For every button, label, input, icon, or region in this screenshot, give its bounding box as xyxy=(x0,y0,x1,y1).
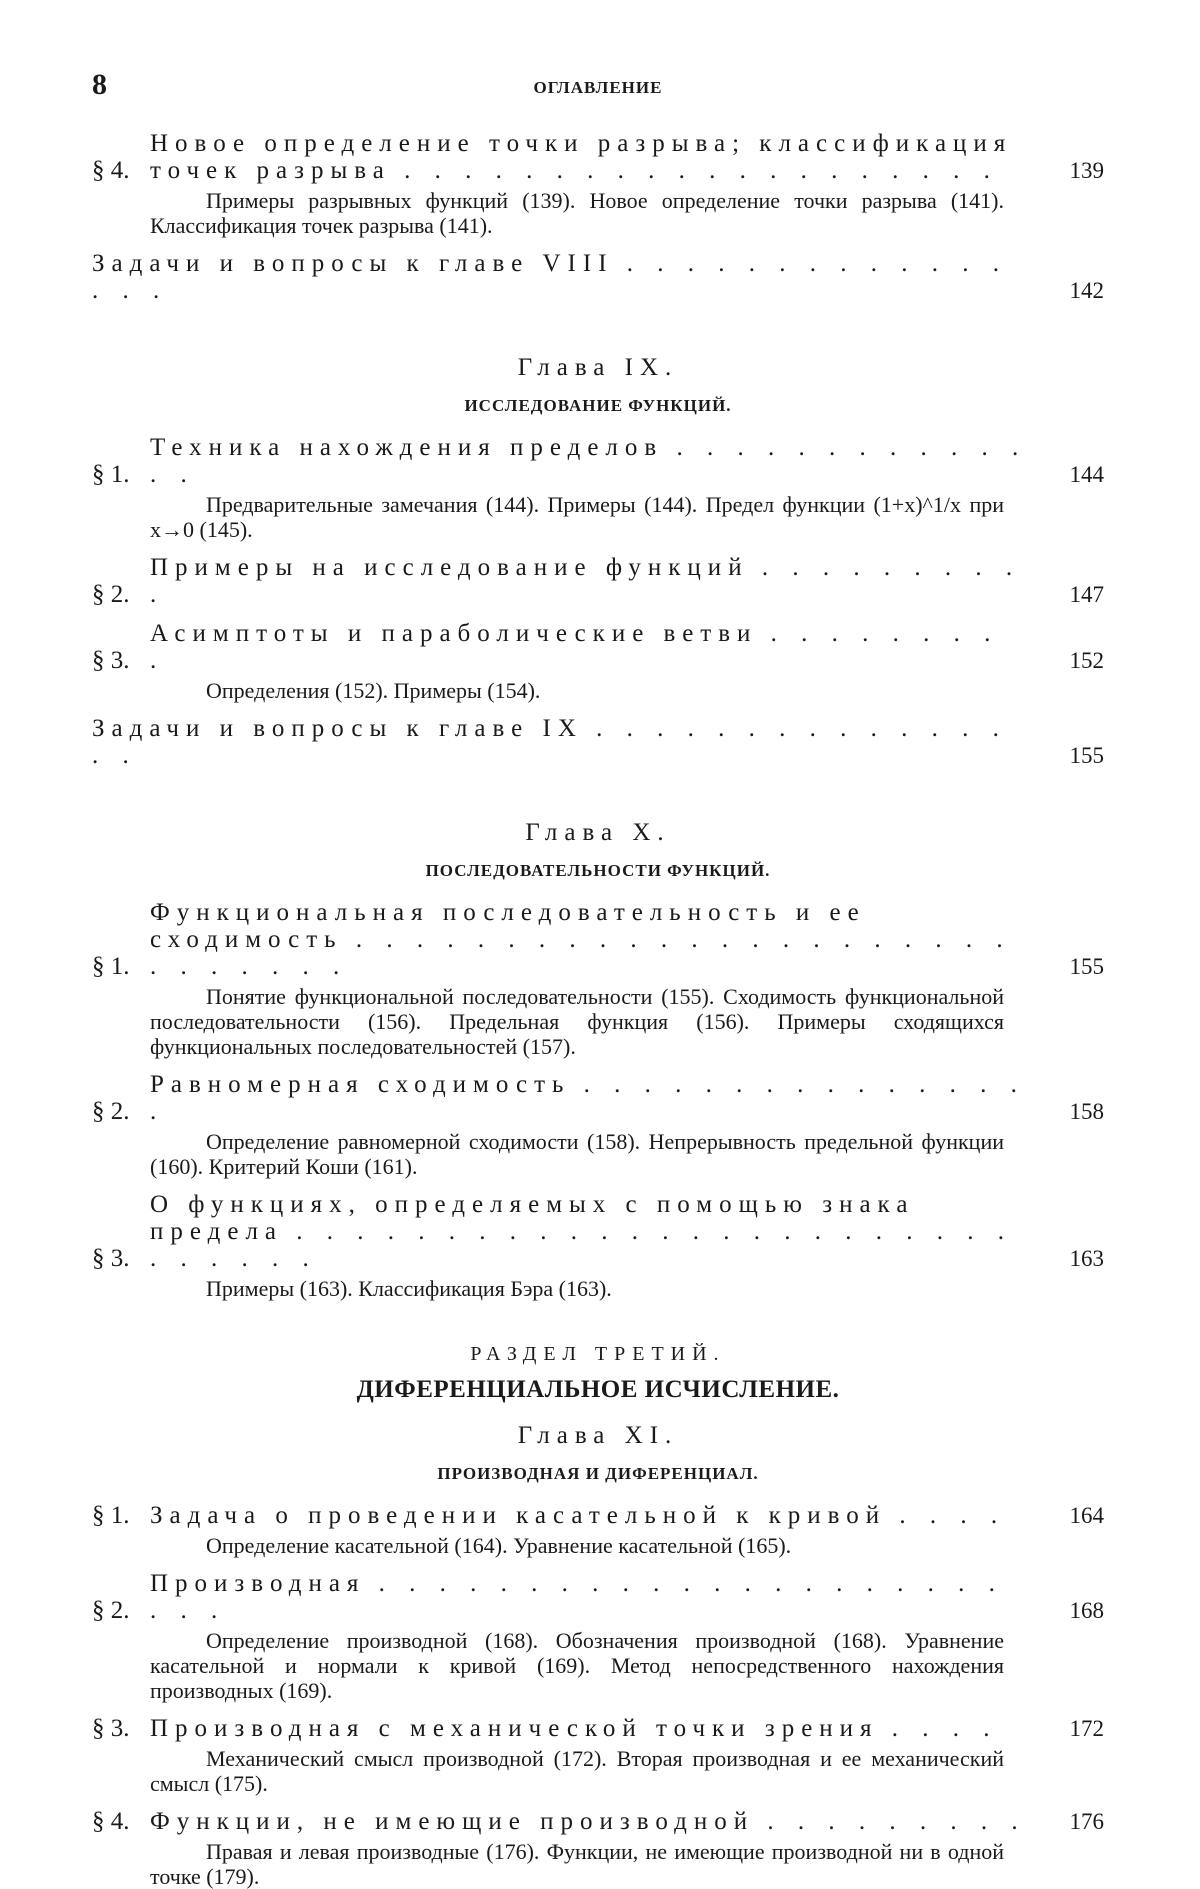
toc-entry-row[interactable] xyxy=(92,1808,1104,1835)
section-number: § 4. xyxy=(92,157,130,184)
section-title: Функции, не имеющие производной . . . . . . . . . xyxy=(150,1808,1027,1835)
section-description: Понятие функциональной последовательности (155). Сходимость функциональной последовательности (156). Предельная функция (156). Примеры сходящихся функциональных последовательностей (157). xyxy=(150,984,1004,1059)
page-ref: 142 xyxy=(1069,278,1104,303)
leader-dots: . . . . . . . . . . xyxy=(150,554,1022,608)
table-of-contents xyxy=(92,130,1104,1889)
toc-entry-row[interactable] xyxy=(92,1715,1104,1742)
toc-entry-row[interactable] xyxy=(92,899,1104,980)
section-description: Примеры (163). Классификация Бэра (163). xyxy=(206,1276,612,1301)
toc-entry-row[interactable] xyxy=(92,554,1104,608)
leader-dots: . . . . . . . . . . . . . . . . . . . . . . . . . . . . . xyxy=(150,926,1012,980)
chapter-title: Глава X. xyxy=(525,819,671,846)
page-ref: 164 xyxy=(1069,1503,1104,1528)
section-description: Определение равномерной сходимости (158). Непрерывность предельной функции (160). Критерий Коши (161). xyxy=(150,1129,1004,1179)
page-ref: 147 xyxy=(1069,582,1104,607)
section-description: Примеры разрывных функций (139). Новое определение точки разрыва (141). Классификация точек разрыва (141). xyxy=(150,188,1004,238)
toc-entry-row[interactable] xyxy=(92,620,1104,674)
page-ref: 144 xyxy=(1069,462,1104,487)
section-number: § 2. xyxy=(92,1098,130,1125)
section-description: Правая и левая производные (176). Функции, не имеющие производной ни в одной точке (179). xyxy=(150,1839,1004,1889)
section-number: § 2. xyxy=(92,1597,130,1624)
page-ref: 139 xyxy=(1069,158,1104,183)
section-title: Асимптоты и параболические ветви . . . . . . . . . xyxy=(150,620,1000,674)
page-ref: 163 xyxy=(1069,1246,1104,1271)
running-head xyxy=(92,68,1104,104)
part-title: ДИФЕРЕНЦИАЛЬНОЕ ИСЧИСЛЕНИЕ. xyxy=(356,1376,840,1403)
header-title: ОГЛАВЛЕНИЕ xyxy=(533,78,663,97)
section-number: § 2. xyxy=(92,581,130,608)
page-ref: 158 xyxy=(1069,1099,1104,1124)
toc-entry-row[interactable] xyxy=(92,1502,1104,1529)
toc-entry xyxy=(92,1502,1104,1558)
toc-entry xyxy=(92,1715,1104,1796)
section-title: О функциях, определяемых с помощью знака предела . . . . . . . . . . . . . . . . . . . . . . . . . . . . . . xyxy=(150,1191,1014,1272)
section-number: § 1. xyxy=(92,953,130,980)
toc-entry xyxy=(92,899,1104,1059)
section-description: Определения (152). Примеры (154). xyxy=(206,678,541,703)
leader-dots: . . . . . . . . . . . . . . . . . . . . . . . . . . . . . . xyxy=(150,1218,1014,1272)
toc-entry-row[interactable] xyxy=(92,250,1104,304)
section-title: Производная . . . . . . . . . . . . . . . . . . . . . . . . xyxy=(150,1570,1004,1624)
toc-entry-row[interactable] xyxy=(92,1071,1104,1125)
toc-entry xyxy=(92,554,1104,608)
toc-entry xyxy=(92,1570,1104,1703)
toc-entry xyxy=(92,1191,1104,1301)
chapter-title: Глава XI. xyxy=(517,1422,679,1449)
page-number: 8 xyxy=(92,68,107,101)
section-description: Предварительные замечания (144). Примеры (144). Предел функции (1+x)^1/x при x→0 (145). xyxy=(150,492,1004,542)
toc-entry xyxy=(92,715,1104,769)
page-ref: 176 xyxy=(1069,1809,1104,1834)
chapter-subtitle: ПОСЛЕДОВАТЕЛЬНОСТИ ФУНКЦИЙ. xyxy=(425,861,771,880)
toc-entry xyxy=(92,250,1104,304)
leader-dots: . . . . . . . . . . . . . . . . xyxy=(150,1071,1026,1125)
toc-entry xyxy=(92,434,1104,542)
part-label: РАЗДЕЛ ТРЕТИЙ. xyxy=(470,1343,726,1365)
toc-entry-row[interactable] xyxy=(92,715,1104,769)
section-description: Определение производной (168). Обозначения производной (168). Уравнение касательной и нормали к кривой (169). Метод непосредственного нахождения производных (169). xyxy=(150,1628,1004,1703)
part-heading xyxy=(92,1343,1104,1404)
section-title: Производная с механической точки зрения . . . . xyxy=(150,1715,999,1742)
section-number: § 3. xyxy=(92,1715,130,1742)
toc-entry xyxy=(92,1071,1104,1179)
toc-entry-row[interactable] xyxy=(92,1570,1104,1624)
toc-entry xyxy=(92,130,1104,238)
section-title: Задачи и вопросы к главе VIII . . . . . . . . . . . . . . . . xyxy=(92,250,1009,304)
chapter-subtitle: ИССЛЕДОВАНИЕ ФУНКЦИЙ. xyxy=(464,396,732,415)
toc-entry-row[interactable] xyxy=(92,130,1104,184)
chapter-title: Глава IX. xyxy=(517,354,679,381)
leader-dots: . . . . . . . . . . . . . . . . . . . . . . . . xyxy=(150,1570,1004,1624)
section-number: § 3. xyxy=(92,1245,130,1272)
leader-dots: . . . . . . . . . . . . . . . . xyxy=(92,250,1009,304)
page-ref: 155 xyxy=(1069,954,1104,979)
section-title: Техника нахождения пределов . . . . . . . . . . . . . . xyxy=(150,434,1028,488)
leader-dots: . . . . xyxy=(899,1502,1007,1529)
section-title: Задача о проведении касательной к кривой . . . . xyxy=(150,1502,1007,1529)
page-ref: 155 xyxy=(1069,743,1104,768)
toc-entry xyxy=(92,620,1104,703)
page-ref: 168 xyxy=(1069,1598,1104,1623)
section-title: Новое определение точки разрыва; классификация точек разрыва . . . . . . . . . . . . . . . . . . . . xyxy=(150,130,1013,184)
toc-entry-row[interactable] xyxy=(92,434,1104,488)
leader-dots: . . . . . . . . . . . . . . . . xyxy=(92,715,1008,769)
leader-dots: . . . . . . . . . xyxy=(150,620,1000,674)
section-description: Механический смысл производной (172). Вторая производная и ее механический смысл (175). xyxy=(150,1746,1004,1796)
leader-dots: . . . . xyxy=(891,1715,999,1742)
section-number: § 4. xyxy=(92,1808,130,1835)
leader-dots: . . . . . . . . . xyxy=(767,1808,1027,1835)
section-description: Определение касательной (164). Уравнение касательной (165). xyxy=(206,1533,792,1558)
chapter-heading xyxy=(92,1422,1104,1484)
leader-dots: . . . . . . . . . . . . . . xyxy=(150,434,1028,488)
section-title: Функциональная последовательность и ее сходимость . . . . . . . . . . . . . . . . . . . . . . . . . . . . . xyxy=(150,899,1012,980)
section-number: § 3. xyxy=(92,647,130,674)
chapter-heading xyxy=(92,819,1104,881)
section-title: Равномерная сходимость . . . . . . . . . . . . . . . . xyxy=(150,1071,1026,1125)
chapter-subtitle: ПРОИЗВОДНАЯ И ДИФЕРЕНЦИАЛ. xyxy=(437,1464,759,1483)
section-number: § 1. xyxy=(92,461,130,488)
toc-entry xyxy=(92,1808,1104,1889)
page-ref: 152 xyxy=(1069,648,1104,673)
toc-entry-row[interactable] xyxy=(92,1191,1104,1272)
page-ref: 172 xyxy=(1069,1716,1104,1741)
chapter-heading xyxy=(92,354,1104,416)
section-number: § 1. xyxy=(92,1502,130,1529)
section-title: Примеры на исследование функций . . . . . . . . . . xyxy=(150,554,1022,608)
section-title: Задачи и вопросы к главе IX . . . . . . . . . . . . . . . . xyxy=(92,715,1008,769)
leader-dots: . . . . . . . . . . . . . . . . . . . . xyxy=(404,157,999,184)
